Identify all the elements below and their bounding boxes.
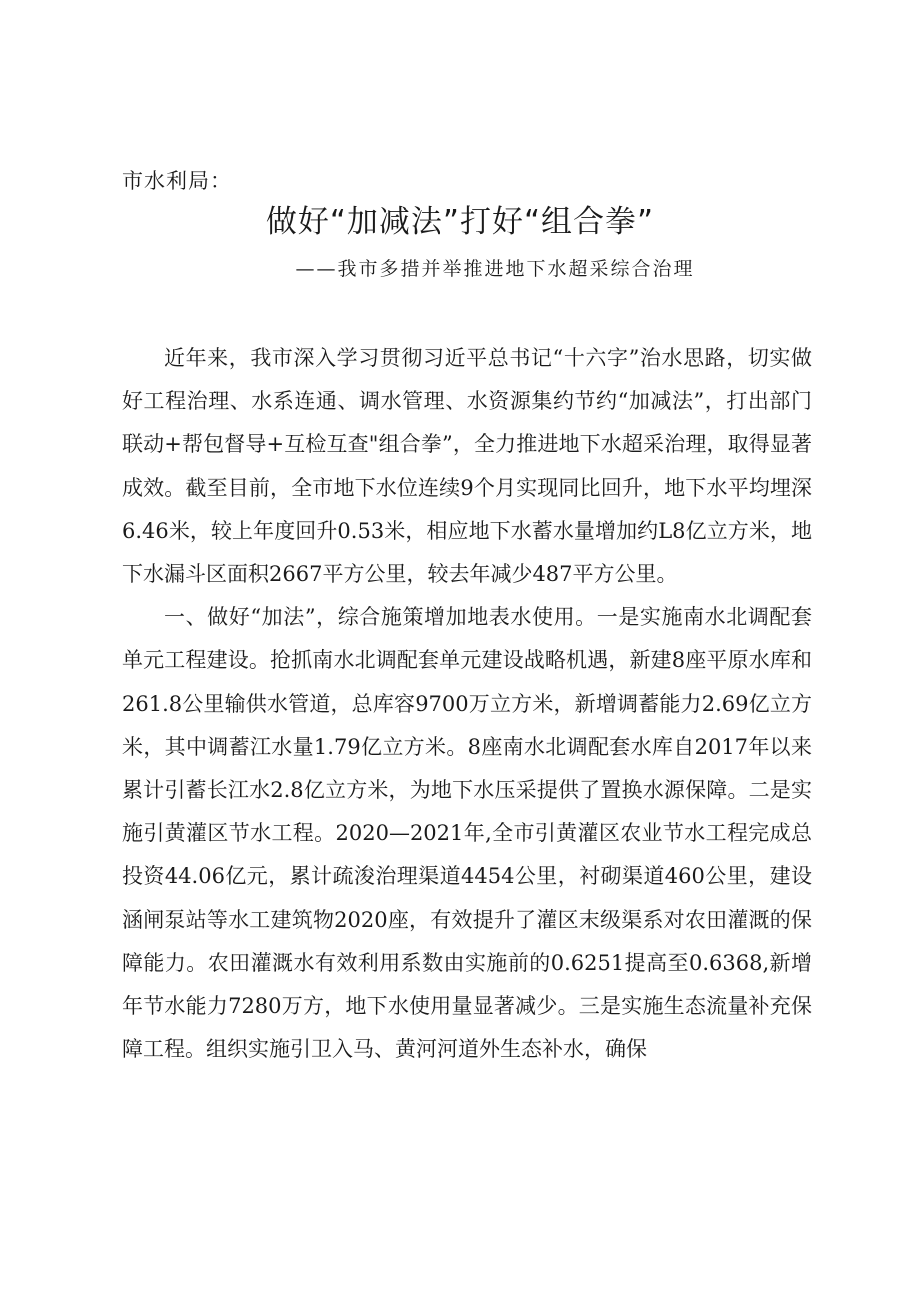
department-name: 市水利局： bbox=[122, 169, 232, 193]
paragraph-intro: 近年来，我市深入学习贯彻习近平总书记“十六字”治水思路，切实做好工程治理、水系连通、调水管理、水资源集约节约“加减法”，打出部门联动+帮包督导+互检互查"组合拳”，全力推进地下水超采治理，取得显著成效。截至目前，全市地下水位连续9个月实现同比回升，地下水平均埋深6.46米，较上年度回升0.53米，相应地下水蓄水量增加约L8亿立方米，地下水漏斗区面积2667平方公里，较去年减少487平方公里。 bbox=[122, 346, 812, 587]
paragraph-section-one: 一、做好“加法”，综合施策增加地表水使用。一是实施南水北调配套单元工程建设。抢抓南水北调配套单元建设战略机遇，新建8座平原水库和261.8公里输供水管道，总库容9700万立方米，新增调蓄能力2.69亿立方米，其中调蓄江水量1.79亿立方米。8座南水北调配套水库自2017年以来累计引蓄长江水2.8亿立方米，为地下水压采提供了置换水源保障。二是实施引黄灌区节水工程。2020—2021年,全市引黄灌区农业节水工程完成总投资44.06亿元，累计疏浚治理渠道4454公里，衬砌渠道460公里，建设涵闸泵站等水工建筑物2020座，有效提升了灌区末级渠系对农田灌溉的保障能力。农田灌溉水有效利用系数由实施前的0.6251提高至0.6368,新增年节水能力7280万方，地下水使用量显著减少。三是实施生态流量补充保障工程。组织实施引卫入马、黄河河道外生态补水，确保 bbox=[122, 605, 812, 1062]
article-title: 做好“加减法”打好“组合拳” bbox=[265, 204, 655, 240]
article-subtitle: ——我市多措并举推进地下水超采综合治理 bbox=[295, 258, 695, 280]
article-body bbox=[122, 337, 812, 1071]
